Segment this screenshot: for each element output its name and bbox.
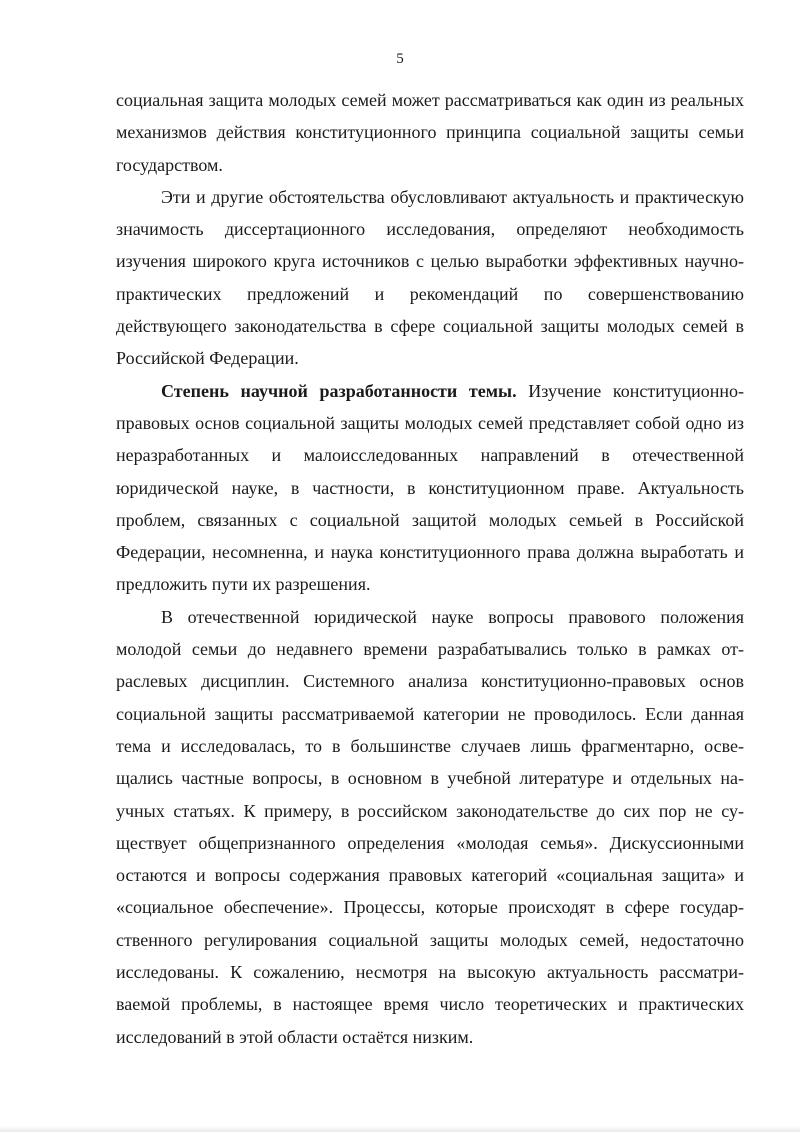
section-heading-inline: Степень научной разработанности темы. (161, 380, 517, 401)
paragraph-text: В отечественной юридической науке вопросы правового положения молодой семьи до недавнего времени разрабатывались только в рамках отраслевых дисциплин. Системного анализа конституционно-правовых основ социальной защиты рассматриваемой категории не проводилось. Если данная тема и исследовалась, то в большинстве случаев лишь фрагментарно, освещались частные вопросы, в основном в учебной литературе и отдельных научных статьях. К примеру, в российском законодательстве до сих пор не существует общепризнанного определения «молодая семья». Дискуссионными остаются и вопросы содержания правовых категорий «социальная защита» и «социальное обеспечение». Процессы, которые происходят в сфере государственного регулирования социальной защиты молодых семей, недостаточно исследованы. К сожалению, несмотря на высокую актуальность рассматриваемой проблемы, в настоящее время число теоретических и практических исследований в этой области остаётся низким. (116, 606, 744, 1047)
paragraph-relevance (116, 181, 744, 375)
scan-bottom-edge (0, 1126, 800, 1132)
body-text (116, 84, 744, 1053)
page-number: 5 (396, 51, 404, 67)
paragraph-text: Изучение конституционно-правовых основ социальной защиты молодых семей представляет собой одно из неразработанных и малоисследованных направлений в отечественной юридической науке, в частности, в конституционном праве. Актуальность проблем, связанных с социальной защитой молодых семьей в Российской Федерации, несомненна, и наука конституционного права должна выработать и предложить пути их разрешения. (116, 380, 745, 595)
paragraph-continuation (116, 84, 744, 181)
paragraph-text: социальная защита молодых семей может рассматриваться как один из реальных механизмов действия конституционного принципа социальной защиты семьи государством. (116, 90, 744, 175)
paragraph-domestic-science (116, 601, 744, 1053)
paragraph-text: Эти и другие обстоятельства обусловливают актуальность и практическую значимость диссертационного исследования, определяют необходимость изучения широкого круга источников с целью выработки эффективных научно-практических предложений и рекомендаций по совершенствованию действующего законодательства в сфере социальной защиты молодых семей в Российской Федерации. (116, 186, 744, 369)
paragraph-degree-of-research (116, 375, 744, 601)
